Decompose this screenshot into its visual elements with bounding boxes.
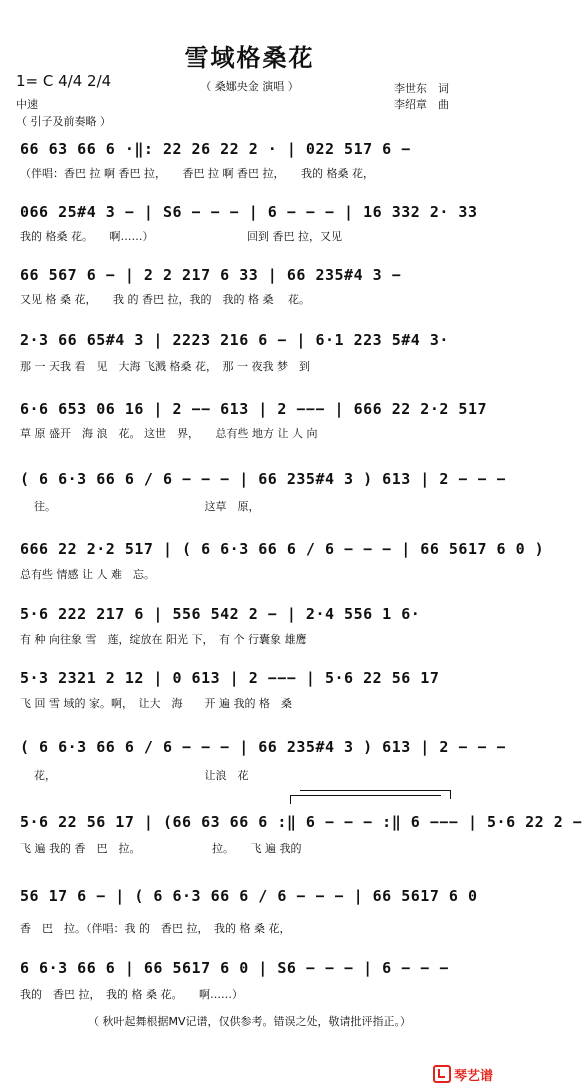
volta-2-bracket: [300, 790, 451, 799]
score-system-10-lyrics: 花， 让浪 花: [34, 769, 249, 782]
score-system-2-notes: 066 25#4 3 − | S6 − − − | 6 − − − | 16 332 2· 33: [20, 203, 478, 221]
key-signature: 1= C 4/4 2/4: [16, 72, 112, 90]
score-system-5-lyrics: 草 原 盛开 海 浪 花。 这世 界， 总有些 地方 让 人 向: [20, 427, 318, 440]
score-system-13-lyrics: 我的 香巴 拉， 我的 格 桑 花。 啊……）: [20, 988, 243, 1001]
score-system-1-lyrics: （伴唱：香巴 拉 啊 香巴 拉， 香巴 拉 啊 香巴 拉， 我的 格桑 花，: [20, 167, 374, 180]
score-system-13-notes: 6 6·3 66 6 | 66 5617 6 0 | S6 − − − | 6 − − −: [20, 959, 449, 977]
score-system-9-notes: 5·3 2321 2 12 | 0 613 | 2 −−− | 5·6 22 56 17: [20, 669, 440, 687]
transcription-note: （ 秋叶起舞根据MV记谱，仅供参考。错误之处，敬请批评指正。）: [87, 1015, 411, 1028]
score-system-7-notes: 666 22 2·2 517 | ( 6 6·3 66 6 / 6 − − − | 66 5617 6 0 ): [20, 540, 545, 558]
singer-credit: （ 桑娜央金 演唱 ）: [200, 80, 299, 93]
score-system-5-notes: 6·6 653 06 16 | 2 −− 613 | 2 −−− | 666 22 2·2 517: [20, 400, 488, 418]
composer-credit: 李绍章 曲: [394, 98, 449, 111]
tempo-marking: 中速: [16, 98, 38, 111]
logo-text: 琴艺谱: [453, 1069, 493, 1084]
score-system-6-lyrics: 往。 这草 原，: [34, 500, 260, 513]
score-system-4-notes: 2·3 66 65#4 3 | 2223 216 6 − | 6·1 223 5#4 3·: [20, 331, 449, 349]
score-system-3-notes: 66 567 6 − | 2 2 217 6 33 | 66 235#4 3 −: [20, 266, 402, 284]
score-system-11-notes: 5·6 22 56 17 | (66 63 66 6 :‖ 6 − − − :‖ 6 −−− | 5·6 22 2 −: [20, 813, 582, 831]
score-system-7-lyrics: 总有些 情感 让 人 难 忘。: [20, 568, 155, 581]
score-system-1-notes: 66 63 66 6 ·‖: 22 26 22 2 · | 022 517 6 −: [20, 140, 411, 158]
score-system-3-lyrics: 又见 格 桑 花， 我 的 香巴 拉，我的 我的 格 桑 花。: [20, 293, 310, 306]
score-system-4-lyrics: 那 一 天我 看 见 大海 飞溅 格桑 花， 那 一 夜我 梦 到: [20, 360, 310, 373]
score-system-10-notes: ( 6 6·3 66 6 / 6 − − − | 66 235#4 3 ) 613 | 2 − − −: [20, 738, 507, 756]
intro-note: （ 引子及前奏略 ）: [16, 115, 111, 128]
score-system-6-notes: ( 6 6·3 66 6 / 6 − − − | 66 235#4 3 ) 613 | 2 − − −: [20, 470, 507, 488]
score-system-8-notes: 5·6 222 217 6 | 556 542 2 − | 2·4 556 1 6·: [20, 605, 421, 623]
score-system-12-lyrics: 香 巴 拉。（伴唱：我 的 香巴 拉， 我的 格 桑 花，: [20, 922, 291, 935]
score-system-12-notes: 56 17 6 − | ( 6 6·3 66 6 / 6 − − − | 66 5617 6 0: [20, 887, 478, 905]
site-logo: [433, 1065, 493, 1084]
lyricist-credit: 李世东 词: [394, 82, 449, 95]
score-system-9-lyrics: 飞 回 雪 域的 家。啊， 让大 海 开 遍 我的 格 桑: [20, 697, 292, 710]
score-system-11-lyrics: 飞 遍 我的 香 巴 拉。 拉。 飞 遍 我的: [20, 842, 302, 855]
score-system-2-lyrics: 我的 格桑 花。 啊……） 回到 香巴 拉，又见: [20, 230, 342, 243]
score-system-8-lyrics: 有 种 向往象 雪 莲，绽放在 阳光 下， 有 个 行囊象 雄鹰: [20, 633, 307, 646]
song-title: 雪域格桑花: [184, 44, 315, 72]
logo-icon: [433, 1065, 451, 1083]
